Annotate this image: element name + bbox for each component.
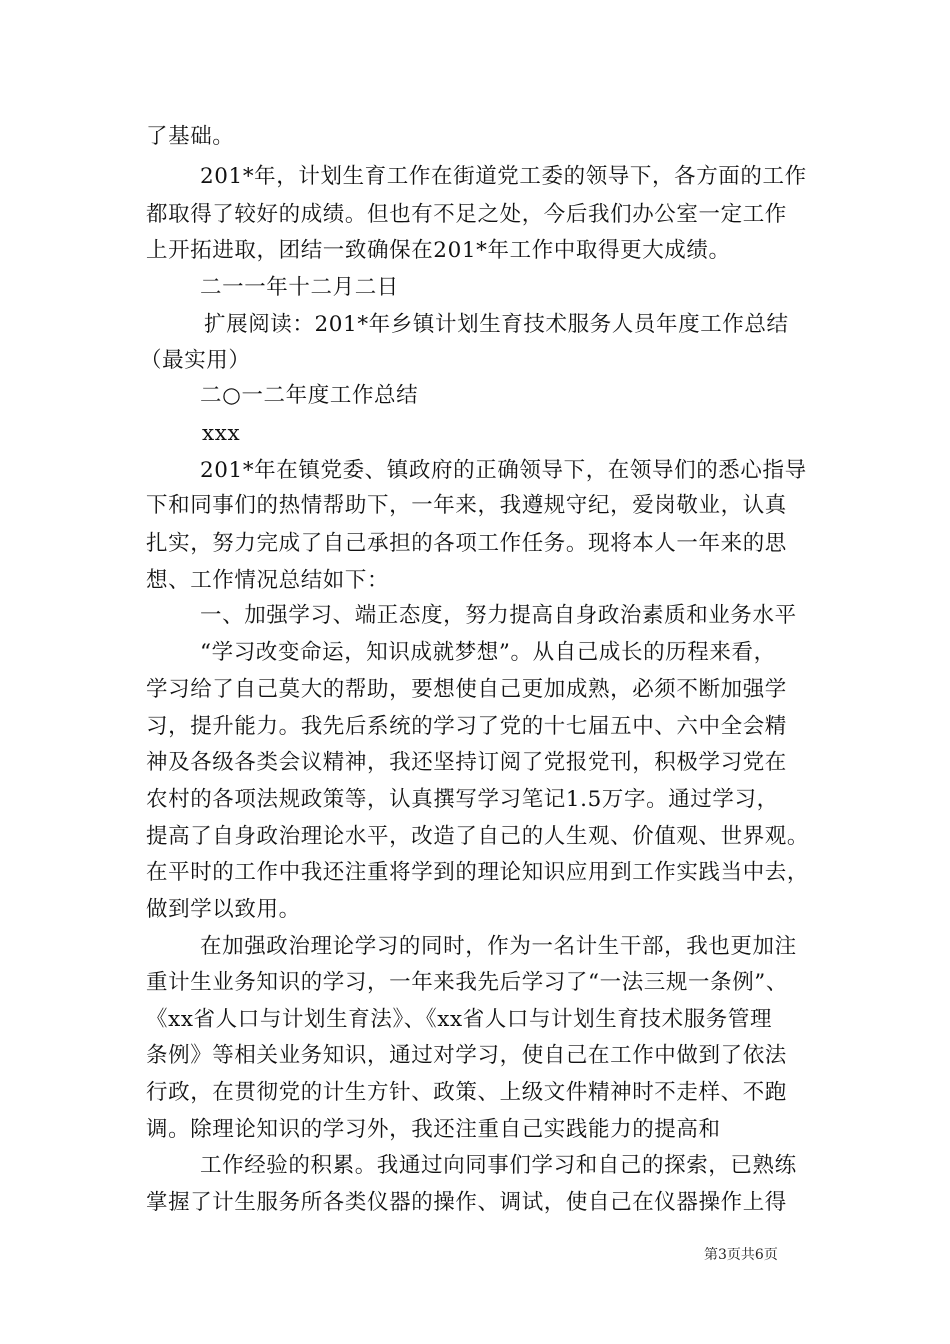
text-line: 提高了自身政治理论水平，改造了自己的人生观、价值观、世界观。 <box>146 824 810 849</box>
summary-title: 二○一二年度工作总结 <box>200 383 419 408</box>
text-line: “学习改变命运，知识成就梦想”。从自己成长的历程来看， <box>200 640 776 665</box>
text-line: 做到学以致用。 <box>146 897 301 922</box>
text-line: 都取得了较好的成绩。但也有不足之处，今后我们办公室一定工作 <box>146 202 787 227</box>
text-line: 学习给了自己莫大的帮助，要想使自己更加成熟，必须不断加强学 <box>146 677 787 702</box>
text-line: 了基础。 <box>146 124 235 149</box>
text-line: 上开拓进取，团结一致确保在201*年工作中取得更大成绩。 <box>146 238 731 263</box>
text-line: 扎实，努力完成了自己承担的各项工作任务。现将本人一年来的思 <box>146 531 787 556</box>
text-line: 农村的各项法规政策等，认真撰写学习笔记1.5万字。通过学习， <box>146 787 779 812</box>
text-line: 《xx省人口与计划生育法》、《xx省人口与计划生育技术服务管理 <box>146 1007 773 1032</box>
text-line: 条例》等相关业务知识，通过对学习，使自己在工作中做到了依法 <box>146 1043 787 1068</box>
page-number: 第3页共6页 <box>704 1247 778 1263</box>
extended-reading-subtitle: （最实用） <box>140 348 251 373</box>
text-line: 习，提升能力。我先后系统的学习了党的十七届五中、六中全会精 <box>146 714 787 739</box>
text-line: 工作经验的积累。我通过向同事们学习和自己的探索，已熟练 <box>200 1153 797 1178</box>
text-line: 在加强政治理论学习的同时，作为一名计生干部，我也更加注 <box>200 934 797 959</box>
author-name: xxx <box>202 421 241 446</box>
text-line: 想、工作情况总结如下： <box>146 568 390 593</box>
text-line: 掌握了计生服务所各类仪器的操作、调试，使自己在仪器操作上得 <box>146 1190 787 1215</box>
text-line: 行政，在贯彻党的计生方针、政策、上级文件精神时不走样、不跑 <box>146 1080 787 1105</box>
text-line: 重计生业务知识的学习，一年来我先后学习了“一法三规一条例”、 <box>146 970 788 995</box>
text-line: 在平时的工作中我还注重将学到的理论知识应用到工作实践当中去， <box>146 860 810 885</box>
text-line: 神及各级各类会议精神，我还坚持订阅了党报党刊，积极学习党在 <box>146 750 787 775</box>
text-line: 下和同事们的热情帮助下，一年来，我遵规守纪，爱岗敬业，认真 <box>146 493 787 518</box>
date-line: 二一一年十二月二日 <box>200 275 399 300</box>
text-line: 201*年，计划生育工作在街道党工委的领导下，各方面的工作 <box>200 164 807 189</box>
section-heading: 一、加强学习、端正态度，努力提高自身政治素质和业务水平 <box>200 603 797 628</box>
text-line: 调。除理论知识的学习外，我还注重自己实践能力的提高和 <box>146 1117 721 1142</box>
text-line: 201*年在镇党委、镇政府的正确领导下，在领导们的悉心指导 <box>200 458 807 483</box>
extended-reading-title: 扩展阅读：201*年乡镇计划生育技术服务人员年度工作总结 <box>204 312 789 337</box>
